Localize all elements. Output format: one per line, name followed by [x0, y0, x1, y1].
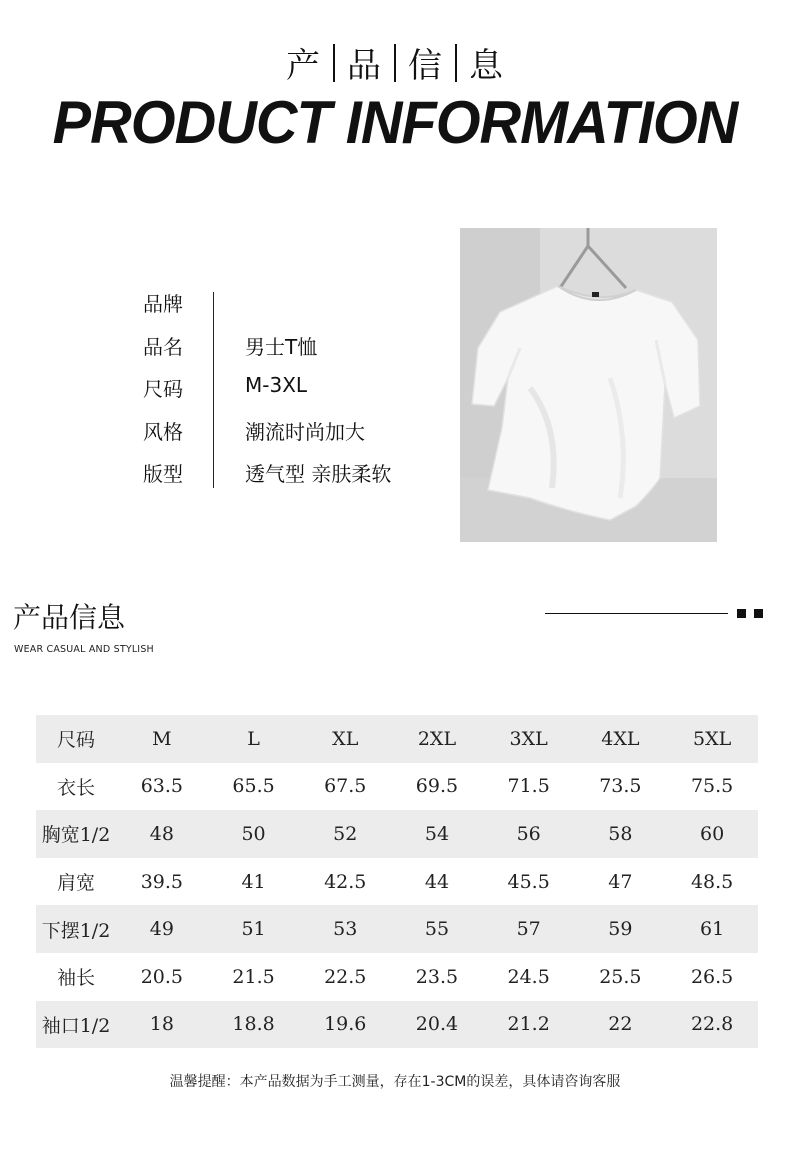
disclaimer-note: 温馨提醒：本产品数据为手工测量，存在1-3CM的误差，具体请咨询客服: [169, 1074, 621, 1090]
table-cell: 24.5: [507, 965, 550, 988]
table-row-label: 胸宽1/2: [36, 810, 116, 858]
table-cell: 50: [208, 810, 300, 858]
table-cell: 18: [116, 1001, 208, 1049]
table-header-cell: 尺码: [36, 715, 116, 763]
table-cell: 52: [299, 810, 391, 858]
size-table: [36, 715, 758, 1048]
table-header-cell: 5XL: [666, 715, 758, 763]
table-cell: 19.6: [299, 1001, 391, 1049]
table-cell: 57: [483, 905, 575, 953]
section-rule: [545, 613, 728, 614]
spec-label: 品牌: [143, 292, 183, 316]
section-dot: [754, 609, 763, 618]
table-row-label: 肩宽: [56, 872, 95, 895]
header-separator: [333, 44, 335, 82]
table-cell: 54: [391, 810, 483, 858]
spec-value: 潮流时尚加大: [245, 419, 365, 444]
header-separator: [394, 44, 396, 82]
table-cell: 39.5: [140, 870, 183, 893]
header-char: 信: [408, 46, 443, 86]
table-cell: 22.5: [324, 965, 367, 988]
header-char: 产: [286, 46, 321, 86]
table-cell: 67.5: [324, 775, 367, 798]
table-row-label: 袖口1/2: [36, 1001, 116, 1049]
table-row-label: 下摆1/2: [36, 905, 116, 953]
table-cell: 51: [208, 905, 300, 953]
section-subtitle: WEAR CASUAL AND STYLISH: [14, 644, 154, 655]
spec-label: 尺码: [143, 377, 183, 401]
tshirt-image: [460, 228, 717, 542]
table-row: [36, 953, 758, 1001]
table-cell: 25.5: [599, 965, 642, 988]
table-header-cell: M: [116, 715, 208, 763]
table-row-label: 衣长: [56, 776, 95, 799]
spec-label: 风格: [143, 419, 183, 444]
table-cell: 48.5: [690, 870, 734, 893]
table-cell: 45.5: [507, 870, 550, 893]
table-header-cell: 4XL: [575, 715, 667, 763]
spec-label: 版型: [143, 462, 183, 486]
table-cell: 22.8: [666, 1001, 758, 1049]
table-cell: 20.4: [391, 1001, 483, 1049]
table-cell: 26.5: [690, 965, 734, 988]
table-cell: 20.5: [140, 965, 183, 988]
table-cell: 55: [391, 905, 483, 953]
table-cell: 47: [608, 870, 633, 893]
table-cell: 23.5: [415, 965, 459, 988]
spec-value: M-3XL: [245, 373, 308, 397]
table-row: [36, 763, 758, 811]
table-cell: 73.5: [599, 775, 642, 798]
table-row: [36, 810, 758, 858]
table-row: [36, 858, 758, 906]
table-cell: 48: [116, 810, 208, 858]
table-header-cell: L: [208, 715, 300, 763]
table-cell: 60: [666, 810, 758, 858]
section-dot: [737, 609, 746, 618]
table-cell: 69.5: [415, 775, 459, 798]
table-cell: 56: [483, 810, 575, 858]
table-cell: 75.5: [690, 775, 734, 798]
table-cell: 18.8: [208, 1001, 300, 1049]
product-photo: [460, 228, 717, 542]
header-separator: [455, 44, 457, 82]
table-cell: 44: [424, 870, 450, 893]
table-cell: 21.2: [483, 1001, 575, 1049]
table-cell: 21.5: [232, 965, 275, 988]
section-title: 产品信息: [13, 601, 126, 634]
header-char: 息: [469, 46, 504, 86]
table-header-cell: 2XL: [391, 715, 483, 763]
spec-value: 透气型 亲肤柔软: [245, 462, 392, 486]
table-cell: 59: [575, 905, 667, 953]
table-header-row: [36, 715, 758, 763]
table-cell: 41: [241, 870, 266, 893]
table-header-cell: XL: [299, 715, 391, 763]
spec-divider: [213, 292, 214, 488]
table-row: [36, 1001, 758, 1049]
table-cell: 49: [116, 905, 208, 953]
table-cell: 58: [575, 810, 667, 858]
table-cell: 53: [299, 905, 391, 953]
spec-label: 品名: [143, 334, 183, 359]
table-row-label: 袖长: [56, 967, 95, 990]
table-cell: 65.5: [232, 775, 275, 798]
table-cell: 42.5: [324, 870, 367, 893]
table-row: [36, 905, 758, 953]
header-char: 品: [347, 46, 382, 86]
header-cn-title: [0, 38, 790, 87]
table-cell: 71.5: [507, 775, 550, 798]
table-header-cell: 3XL: [483, 715, 575, 763]
spec-value: 男士T恤: [245, 334, 318, 359]
table-cell: 63.5: [140, 775, 183, 798]
table-cell: 22: [575, 1001, 667, 1049]
table-cell: 61: [666, 905, 758, 953]
header-en-title: PRODUCT INFORMATION: [52, 89, 738, 156]
